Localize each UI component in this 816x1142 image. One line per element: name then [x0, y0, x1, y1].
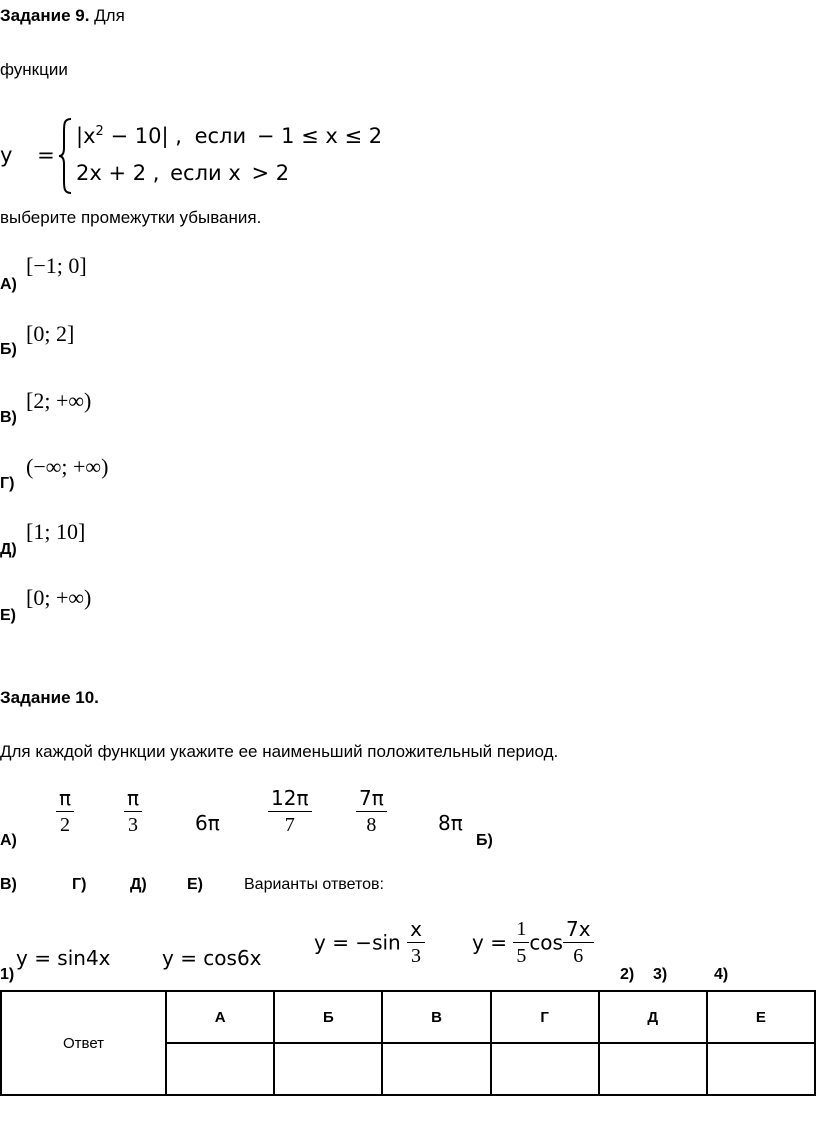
function-4-coef-den: 5 — [516, 945, 527, 967]
period-2-den: 3 — [128, 814, 139, 836]
case2-cond-word: если x — [170, 161, 241, 185]
label-d: Д) — [130, 876, 147, 893]
answer-table-header-row — [1, 991, 815, 1043]
option-b-letter: Б) — [0, 341, 17, 358]
task9-question: выберите промежутки убывания. — [0, 208, 262, 227]
period-2-num: π — [124, 787, 142, 812]
label-b: Б) — [476, 832, 493, 849]
period-1 — [56, 787, 74, 836]
number-2: 2) — [620, 966, 635, 983]
case1-open: |x — [76, 124, 96, 148]
function-4-cos: cos — [529, 930, 563, 955]
period-4-den: 7 — [284, 814, 295, 836]
func-lhs — [0, 143, 55, 167]
number-3: 3) — [653, 966, 668, 983]
answer-cell-b[interactable] — [274, 1043, 382, 1095]
function-4 — [472, 918, 594, 967]
function-1: y = sin4x — [16, 946, 111, 970]
option-v-letter: В) — [0, 409, 17, 426]
case2-expr: 2x + 2 , — [76, 161, 160, 185]
label-g: Г) — [72, 876, 87, 893]
func-case2 — [76, 161, 289, 185]
period-5 — [356, 787, 387, 836]
function-4-coef-num: 1 — [513, 918, 529, 943]
option-g-letter: Г) — [0, 475, 15, 492]
task10-instruction: Для каждой функции укажите ее наименьший положительный период. — [0, 742, 559, 761]
case1-rest: − 10| , — [103, 124, 182, 148]
option-g-interval: (−∞; +∞) — [26, 454, 109, 479]
answer-header-d: Д — [599, 991, 707, 1043]
function-3-lhs: y = −sin — [314, 930, 401, 955]
period-3: 6π — [195, 811, 220, 835]
function-2: y = cos6x — [162, 946, 262, 970]
function-3-den: 3 — [411, 945, 421, 967]
task9-heading-bold: Задание 9. — [0, 6, 90, 25]
case1-exp: 2 — [95, 124, 104, 139]
number-4: 4) — [714, 966, 729, 983]
case1-cond-word: если — [194, 124, 247, 148]
answer-header-v: В — [382, 991, 490, 1043]
period-1-den: 2 — [60, 814, 71, 836]
function-3-num: x — [407, 918, 425, 943]
option-a-letter: А) — [0, 276, 17, 293]
answer-cell-g[interactable] — [491, 1043, 599, 1095]
period-4 — [268, 787, 312, 836]
task9-function-word: функции — [0, 60, 68, 79]
option-b-interval: [0; 2] — [26, 321, 75, 346]
answer-header-e: Е — [707, 991, 815, 1043]
answer-table — [0, 990, 816, 1096]
option-e-interval: [0; +∞) — [26, 585, 92, 610]
period-6: 8π — [438, 811, 463, 835]
period-4-num: 12π — [268, 787, 312, 812]
label-v: В) — [0, 876, 17, 893]
answer-cell-v[interactable] — [382, 1043, 490, 1095]
answer-cell-d[interactable] — [599, 1043, 707, 1095]
option-a-interval: [−1; 0] — [26, 253, 87, 278]
task10-heading: Задание 10. — [0, 688, 99, 707]
function-4-num: 7x — [563, 918, 594, 943]
period-5-num: 7π — [356, 787, 387, 812]
function-3 — [314, 918, 425, 967]
answer-row-label: Ответ — [1, 991, 166, 1095]
option-v-interval: [2; +∞) — [26, 388, 92, 413]
case2-cond: > 2 — [251, 161, 290, 185]
func-eq: = — [37, 143, 55, 167]
period-5-den: 8 — [366, 814, 377, 836]
case1-cond: − 1 ≤ x ≤ 2 — [256, 124, 383, 148]
label-a: А) — [0, 832, 17, 849]
period-1-num: π — [56, 787, 74, 812]
answer-header-b: Б — [274, 991, 382, 1043]
answer-header-a: А — [166, 991, 274, 1043]
piecewise-brace — [58, 118, 72, 194]
answer-cell-a[interactable] — [166, 1043, 274, 1095]
task9-heading-rest: Для — [89, 6, 125, 25]
function-4-lhs: y = — [472, 930, 507, 955]
function-4-den: 6 — [573, 945, 584, 967]
answer-header-g: Г — [491, 991, 599, 1043]
func-y: y — [0, 143, 13, 167]
task9-heading — [0, 6, 125, 26]
answer-cell-e[interactable] — [707, 1043, 815, 1095]
number-1: 1) — [0, 966, 15, 983]
period-2 — [124, 787, 142, 836]
option-d-letter: Д) — [0, 541, 17, 558]
option-e-letter: Е) — [0, 607, 16, 624]
label-e: Е) — [187, 876, 203, 893]
variants-label: Варианты ответов: — [244, 876, 384, 893]
option-d-interval: [1; 10] — [26, 519, 86, 544]
case1-expr — [76, 124, 182, 148]
func-case1 — [76, 124, 382, 148]
